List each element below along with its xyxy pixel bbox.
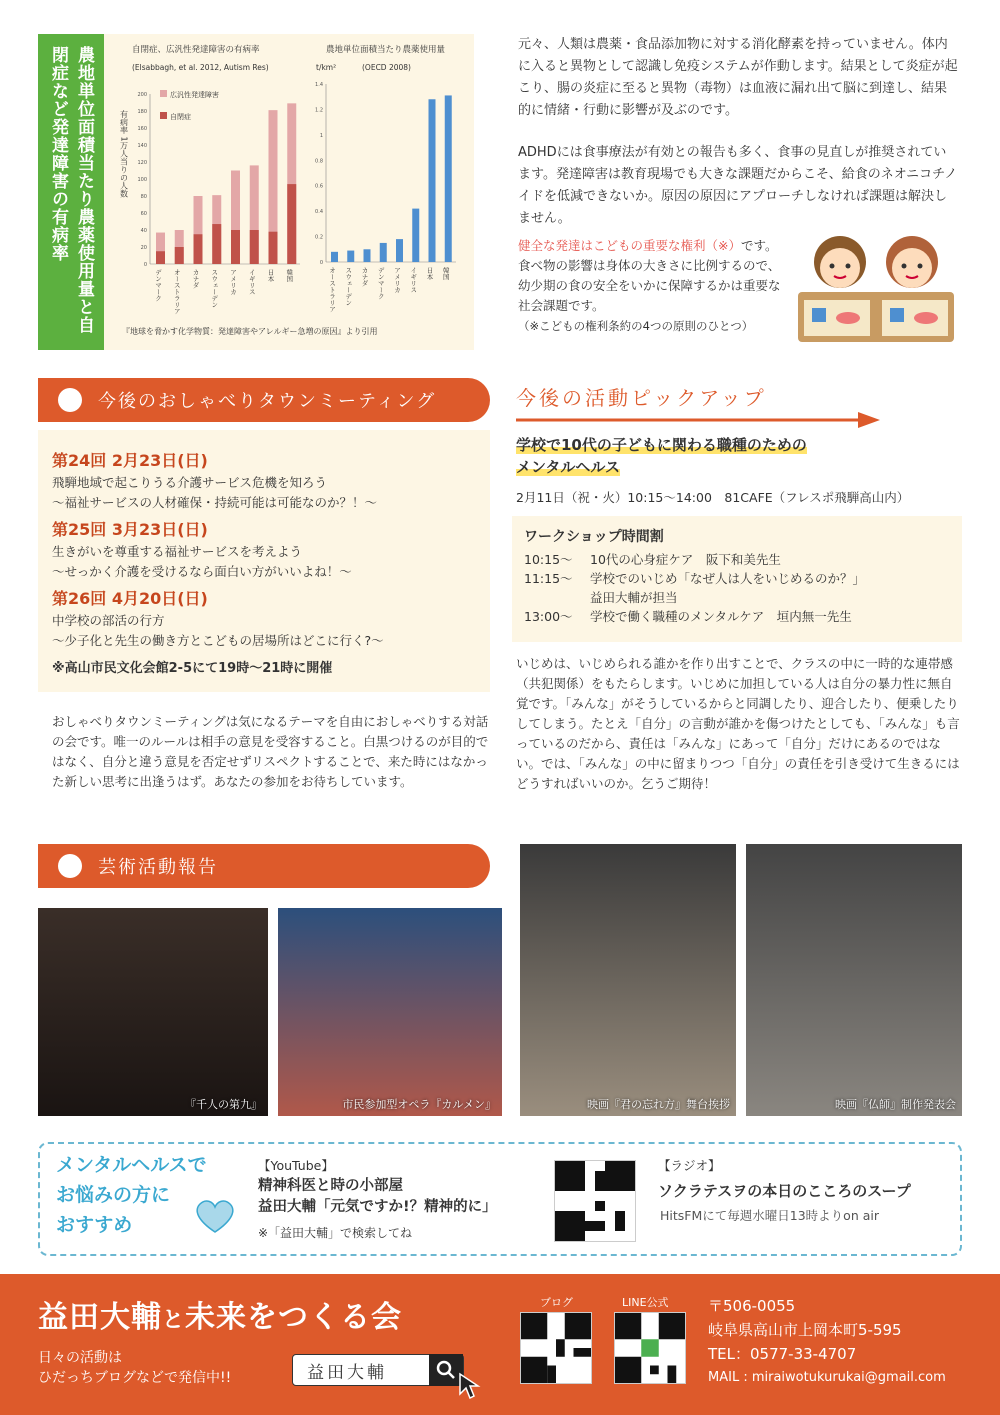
chart2-tick-label: 1.2 (315, 107, 323, 114)
schedule-time: 11:15〜 (524, 571, 573, 586)
photo-daiku (38, 908, 268, 1116)
chart2-bar (347, 251, 354, 262)
event-line: 〜少子化と先生の働き方とこどもの居場所はどこに行く?〜 (52, 633, 384, 648)
youtube-label: 【YouTube】 (258, 1158, 334, 1173)
intro-text (518, 34, 958, 250)
chart2-category-label: デンマーク (376, 267, 385, 300)
mental-title-line: お悩みの方に (56, 1184, 171, 1206)
heart-icon (192, 1196, 238, 1236)
chart2-title: 農地単位面積当たり農薬使用量 (326, 45, 446, 55)
chart2-bar (412, 209, 419, 262)
cursor-icon (458, 1372, 484, 1400)
pickup-description: いじめは、いじめられる誰かを作り出すことで、クラスの中に一時的な連帯感（共犯関係）をもたらします。いじめに加担している人は自分の暴力性に無自覚です。「みんな」がそうしているからと同調したり、迎合したり、便乗したりしてしまう。たとえ「自分」の言動が誰かを傷つけたとしても、「みんな」も言っているのだから、責任は「みんな」にあって「自分」だけにあるのではない。では、「みんな」の中に留まりつつ「自分」の責任を引き受けて生きるにはどうすればいいのか。乞うご期待！ (516, 656, 960, 791)
chart1-tick-label: 60 (140, 211, 147, 217)
chart2-unit: t/km² (316, 63, 337, 72)
charts-svg (104, 34, 474, 350)
chart2-bar (380, 243, 387, 262)
radio-note: HitsFMにて毎週水曜日13時よりon air (660, 1208, 879, 1223)
event-title: 第24回 2月23日(日) (52, 451, 208, 470)
chart2-category-label: 韓国 (441, 267, 450, 280)
arrow-right-icon (516, 410, 880, 430)
chart2-tick-label: 1 (319, 132, 323, 139)
chart1-bar-autism (287, 184, 296, 264)
chart-banner (38, 34, 104, 350)
zip-code: 〒506-0055 (708, 1297, 796, 1315)
contact-info (708, 1294, 946, 1390)
rights-highlight: 健全な発達はこどもの重要な権利（※） (518, 238, 741, 253)
photo-caption: 『千人の第九』 (185, 1098, 262, 1111)
chart1-tick-label: 160 (137, 126, 147, 132)
youtube-qr-code[interactable] (554, 1160, 636, 1242)
chart2-category-label: スウェーデン (344, 267, 353, 306)
chart1-bar-autism (269, 232, 278, 264)
event-title: 第26回 4月20日(日) (52, 589, 208, 608)
chart2-bar (445, 95, 452, 262)
organization-name (38, 1292, 402, 1336)
line-qr-code[interactable] (614, 1312, 686, 1384)
schedule-time (524, 588, 590, 607)
intro-paragraph-2: ADHDには食事療法が有効との報告も多く、食事の見直しが推奨されています。発達障害は教育現場でも大きな課題だからこそ、給食のネオニコチノイドを低減できないか。原因の原因にアプローチしなければ課題は解決しません。 (518, 145, 958, 226)
chart1-tick-label: 100 (137, 177, 147, 183)
pickup-subtitle-line2: メンタルヘルス (516, 458, 620, 476)
children-eating-illustration (790, 222, 962, 352)
chart2-bar (331, 252, 338, 262)
chart2-category-label: 日本 (425, 267, 434, 280)
chart2-tick-label: 0.8 (315, 158, 323, 165)
org-name-part: 未来をつくる会 (185, 1300, 403, 1335)
chart1-y-label: 有病率 1万人当りの人数 (119, 110, 129, 198)
rights-note: （※こどもの権利条約の4つの原則のひとつ） (518, 319, 754, 333)
schedule-time: 10:15〜 (524, 552, 573, 567)
mental-title-line: おすすめ (56, 1214, 133, 1236)
chart1-tick-label: 80 (140, 194, 147, 200)
line-label: LINE公式 (622, 1296, 669, 1309)
chart2-category-label: イギリス (409, 267, 418, 293)
chart1-bar-autism (194, 234, 203, 264)
chart1-tick-label: 200 (137, 92, 147, 98)
venue-note: ※高山市民文化会館2-5にて19時〜21時に開催 (52, 661, 333, 676)
pickup-subtitle (516, 434, 807, 478)
chart1-category-label: オーストラリア (172, 269, 181, 315)
chart1-category-label: スウェーデン (210, 269, 219, 308)
photo-caption: 市民参加型オペラ『カルメン』 (342, 1098, 496, 1111)
rights-text (518, 236, 788, 336)
chart2-subtitle: (OECD 2008) (362, 63, 411, 72)
heading-dot-icon (58, 388, 82, 412)
chart1-category-label: カナダ (191, 269, 200, 289)
org-name-part: と (162, 1308, 186, 1333)
schedule-text: 益田大輔が担当 (590, 590, 678, 605)
search-input[interactable]: 益田大輔 (307, 1362, 387, 1383)
event-line: 生きがいを尊重する福祉サービスを考えよう (52, 544, 303, 559)
chart1-tick-label: 120 (137, 160, 147, 166)
chart1-legend-swatch (160, 112, 167, 119)
telephone: TEL：0577-33-4707 (708, 1345, 857, 1363)
chart2-bar (396, 239, 403, 262)
chart1-tick-label: 20 (140, 245, 147, 251)
intro-paragraph-1: 元々、人類は農薬・食品添加物に対する消化酵素を持っていません。体内に入ると異物として認識し免疫システムが作動します。結果として炎症が起こり、腸の炎症に至ると異物（毒物）は血液に漏れ出て脳に到達し、結果的に情緒・行動に影響が及ぶのです。 (518, 37, 958, 118)
chart1-category-label: 韓国 (285, 269, 294, 282)
chart1-category-label: 日本 (266, 269, 275, 282)
address: 岐阜県高山市上岡本町5-595 (708, 1321, 902, 1339)
search-icon (436, 1360, 456, 1380)
qr-icon (555, 1161, 635, 1241)
pickup-heading: 今後の活動ピックアップ (516, 386, 767, 410)
workshop-schedule (512, 516, 962, 642)
mental-title-line: メンタルヘルスで (56, 1154, 207, 1176)
chart1-title: 自閉症、広汎性発達障害の有病率 (132, 45, 260, 55)
org-name-part: 益田大輔 (38, 1300, 162, 1335)
schedule-row (524, 588, 950, 607)
chart2-bar (429, 99, 436, 262)
chart1-category-label: デンマーク (154, 269, 162, 302)
town-meeting-schedule (38, 430, 490, 692)
youtube-title-line: 精神科医と時の小部屋 (258, 1178, 403, 1194)
event-title: 第25回 3月23日(日) (52, 520, 208, 539)
chart1-legend-label: 広汎性発達障害 (170, 91, 219, 99)
email: MAIL : miraiwotukurukai@gmail.com (708, 1370, 946, 1385)
chart2-tick-label: 0 (319, 260, 323, 266)
schedule-row (524, 607, 950, 626)
chart2-category-label: アメリカ (393, 267, 401, 293)
radio-label: 【ラジオ】 (658, 1158, 721, 1173)
footer-note-line: 日々の活動は (38, 1350, 122, 1366)
youtube-title-line: 益田大輔「元気ですか!？精神的に」 (258, 1199, 497, 1215)
qr-icon (615, 1313, 685, 1383)
pickup-date: 2月11日（祝・火）10:15〜14:00 81CAFE（フレスポ飛騨高山内） (516, 490, 910, 505)
chart-panel (104, 34, 474, 350)
youtube-title (258, 1176, 497, 1218)
footer-note (38, 1348, 231, 1388)
blog-qr-code[interactable] (520, 1312, 592, 1384)
heading-dot-icon (58, 854, 82, 878)
chart2-category-label: カナダ (360, 267, 369, 287)
photo-busshi-announcement (746, 844, 962, 1116)
qr-icon (521, 1313, 591, 1383)
radio-title: ソクラテスヲの本日のこころのスープ (658, 1182, 911, 1200)
chart1-tick-label: 180 (137, 109, 147, 115)
event-line: 中学校の部活の行方 (52, 613, 165, 628)
chart1-legend-label: 自閉症 (170, 113, 191, 121)
chart1-bar-autism (212, 224, 221, 264)
chart1-tick-label: 140 (137, 143, 147, 149)
chart-source: 『地球を脅かす化学物質：発達障害やアレルギー急増の原因』より引用 (122, 327, 378, 336)
schedule-text: 学校で働く職種のメンタルケア 垣内無一先生 (590, 609, 852, 624)
town-meeting-description: おしゃべりタウンミーティングは気になるテーマを自由におしゃべりする対話の会です。唯一のルールは相手の意見を受容すること。白黒つけるのが目的ではなく、自分と違う意見を否定せずリスペクトすることで、来た時にはなかった新しい思考に出逢うはず。あなたの参加をお待ちしています。 (52, 714, 489, 789)
event-line: 〜せっかく介護を受けるなら面白い方がいいよね！〜 (52, 564, 352, 579)
photo-caption: 映画『仏師』制作発表会 (835, 1098, 956, 1111)
photo-stage-greeting (520, 844, 736, 1116)
chart1-tick-label: 0 (143, 262, 147, 268)
chart2-bar (364, 249, 371, 262)
schedule-text: 学校でのいじめ「なぜ人は人をいじめるのか？」 (590, 571, 866, 586)
event-line: 〜福祉サービスの人材確保・持続可能は可能なのか？！〜 (52, 495, 378, 510)
chart1-category-label: イギリス (247, 269, 256, 295)
chart2-category-label: オーストラリア (328, 267, 336, 313)
chart1-bar-autism (175, 247, 184, 264)
chart2-tick-label: 0.4 (315, 209, 323, 216)
chart1-category-label: アメリカ (229, 269, 237, 295)
chart1-bar-autism (156, 251, 165, 264)
search-box[interactable] (292, 1354, 464, 1386)
art-report-heading (38, 844, 490, 888)
schedule-row (524, 569, 950, 588)
art-report-heading-text: 芸術活動報告 (98, 857, 218, 878)
chart1-tick-label: 40 (140, 228, 147, 234)
town-meeting-heading-text: 今後のおしゃべりタウンミーティング (98, 391, 437, 412)
chart1-bar-autism (250, 230, 259, 264)
pickup-subtitle-line1: 学校で10代の子どもに関わる職種のための (516, 436, 807, 454)
photo-caption: 映画『君の忘れ方』舞台挨拶 (587, 1098, 730, 1111)
schedule-time: 13:00〜 (524, 609, 573, 624)
schedule-text: 10代の心身症ケア 阪下和美先生 (590, 552, 781, 567)
rights-body: です。食べ物の影響は身体の大きさに比例するので、幼少期の食の安全をいかに保障するかは重要な社会課題です。 (518, 238, 781, 313)
town-meeting-heading (38, 378, 490, 422)
photo-carmen (278, 908, 502, 1116)
chart-banner-text: 農地単位面積当たり農薬使用量と自閉症など発達障害の有病率 (48, 46, 94, 334)
chart1-legend-swatch (160, 90, 167, 97)
chart1-subtitle: (Elsabbagh, et al. 2012, Autism Res) (132, 63, 269, 72)
blog-label: ブログ (540, 1296, 573, 1309)
schedule-row (524, 550, 950, 569)
footer-note-line: ひだっちブログなどで発信中!! (38, 1370, 232, 1386)
chart1-bar-autism (231, 230, 240, 264)
event-line: 飛騨地域で起こりうる介護サービス危機を知ろう (52, 475, 328, 490)
chart2-tick-label: 0.2 (315, 234, 323, 241)
workshop-title: ワークショップ時間割 (524, 529, 664, 545)
chart2-tick-label: 1.4 (315, 82, 323, 88)
youtube-note: ※「益田大輔」で検索してね (258, 1226, 413, 1240)
chart2-tick-label: 0.6 (315, 183, 323, 190)
